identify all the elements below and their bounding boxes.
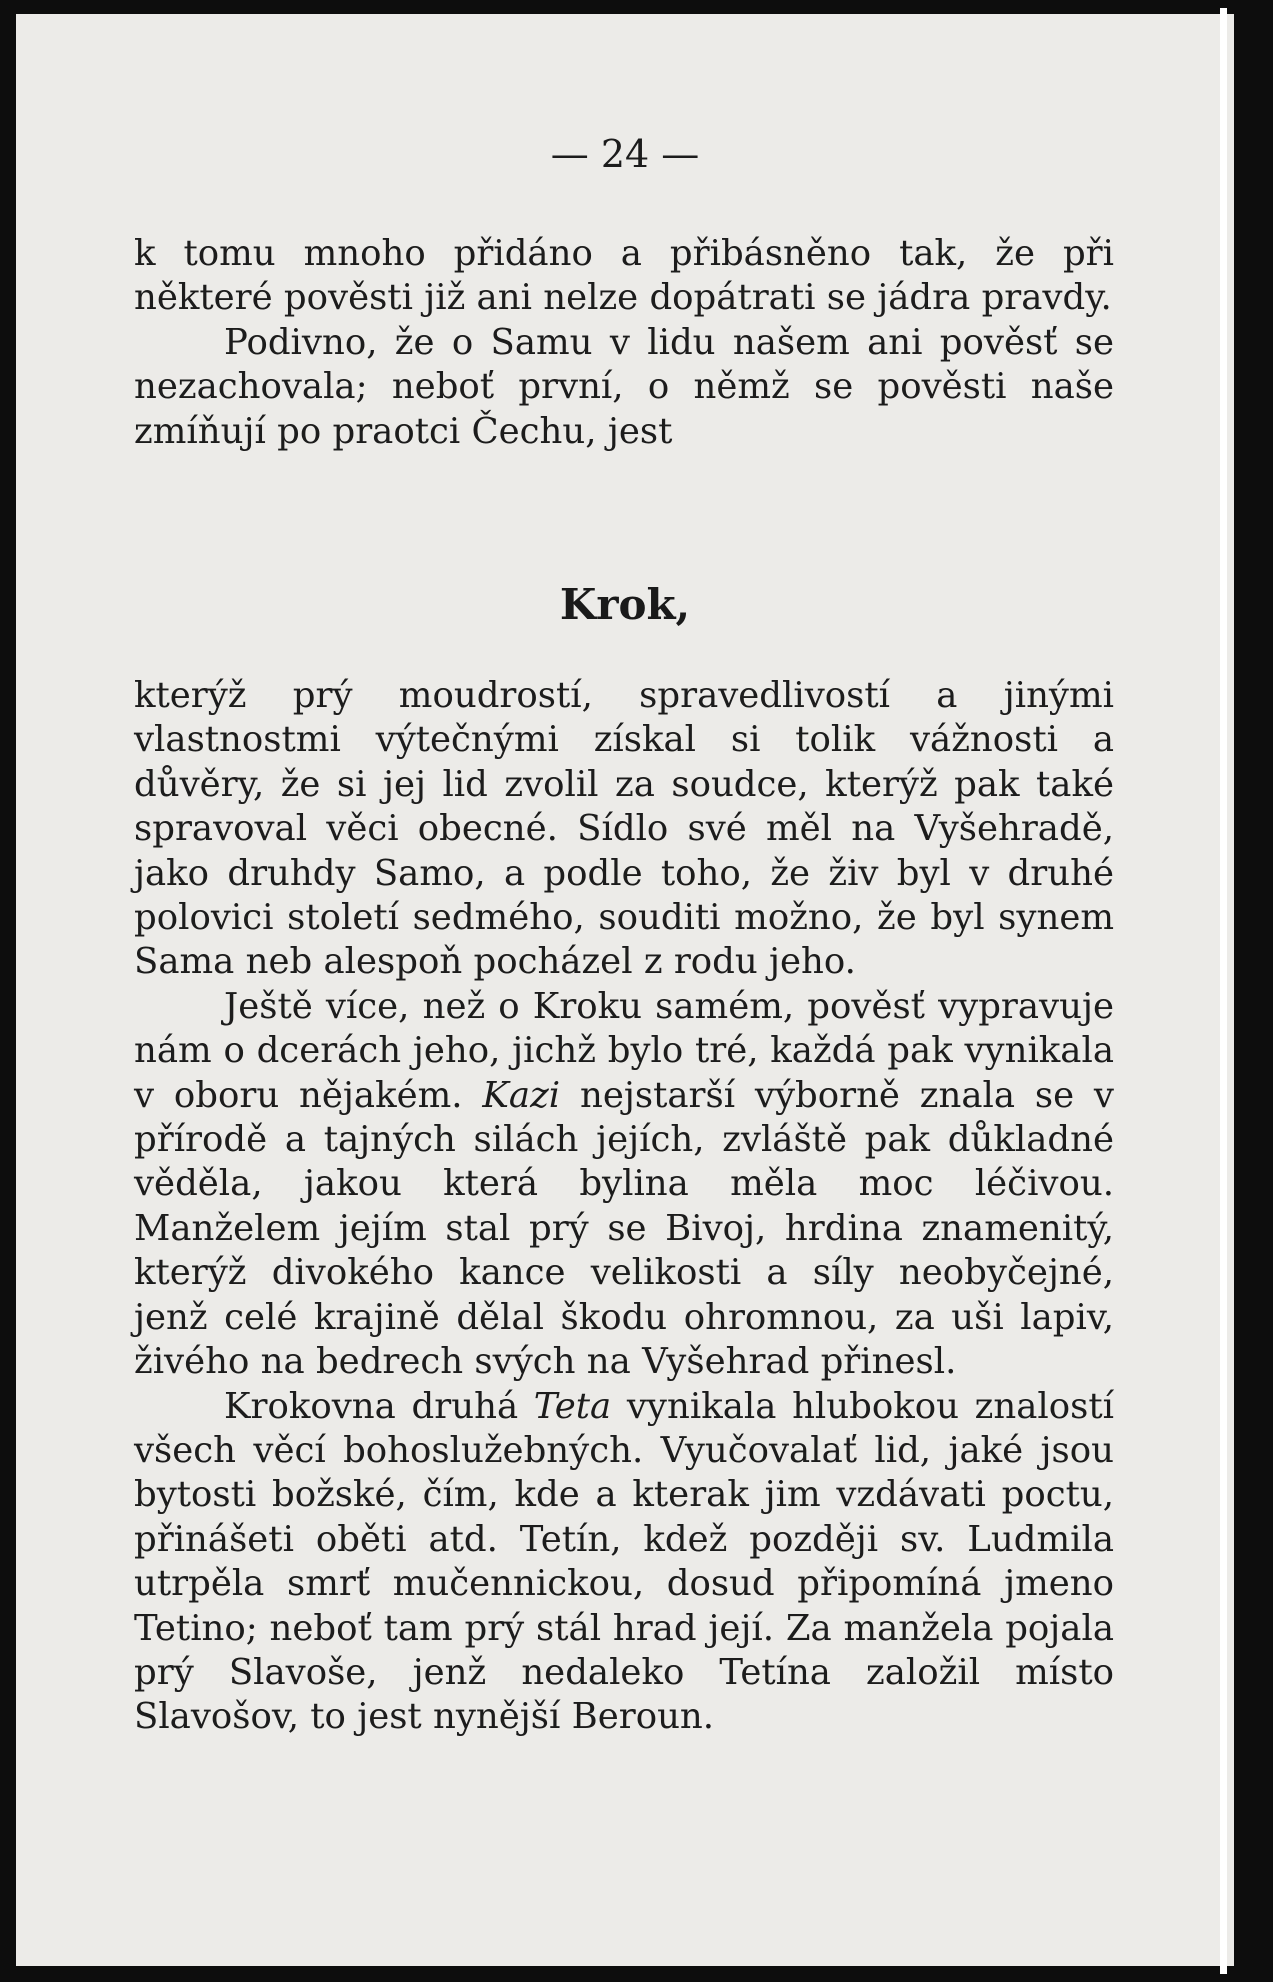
paragraph-kazi-text-b: nejstarší výborně znala se v přírodě a tajných silách jejích, zvláště pak důkladné věděla, jakou která bylina měla moc léčivou. Manželem jejím stal prý se Bivoj, hrdina znamenitý, kterýž divokého kance velikosti a síly neobyčejné, jenž celé krajině dělal škodu ohromnou, za uši lapiv, živého na bedrech svých na Vyšehrad přinesl.	[134, 1074, 1114, 1383]
paragraph-kazi-text-a: Ještě více, než o Kroku samém, pověsť vypravuje nám o dcerách jeho, jichž bylo tré, každá pak vynikala v oboru nějakém.	[134, 985, 1114, 1116]
text-section-intro	[134, 232, 1114, 454]
book-page	[16, 14, 1234, 1966]
paragraph-krok: kterýž prý moudrostí, spravedlivostí a jinými vlastnostmi výtečnými získal si tolik vážnosti a důvěry, že si jej lid zvolil za soudce, kterýž pak také spravoval věci obecné. Sídlo své měl na Vyšehradě, jako druhdy Samo, a podle toho, že živ byl v druhé polovici století sedmého, souditi možno, že byl synem Sama neb alespoň pocházel z rodu jeho.	[134, 675, 1114, 983]
paragraph-samo: Podivno, že o Samu v lidu našem ani pověsť se nezachovala; neboť první, o němž se pověsti naše zmíňují po praotci Čechu, jest	[134, 321, 1114, 452]
paragraph-teta-text-a: Krokovna druhá	[224, 1385, 534, 1427]
paragraph-teta-text-b: vynikala hlubokou znalostí všech věcí bohoslužebných. Vyučovalať lid, jaké jsou bytosti božské, čím, kde a kterak jim vzdávati poctu, přinášeti oběti atd. Tetín, kdež později sv. Ludmila utrpěla smrť mučennickou, dosud připomíná jmeno Tetino; neboť tam prý stál hrad její. Za manžela pojala prý Slavoše, jenž nedaleko Tetína založil místo Slavošov, to jest nynější Beroun.	[134, 1385, 1114, 1738]
page-number: — 24 —	[550, 132, 700, 176]
section-heading: Krok,	[559, 580, 691, 629]
name-kazi: Kazi	[482, 1074, 561, 1116]
paragraph-kazi	[134, 985, 1114, 1385]
text-section-krok	[134, 674, 1114, 1740]
paragraph-continuation: k tomu mnoho přidáno a přibásněno tak, že při některé pověsti již ani nelze dopátrati se jádra pravdy.	[134, 233, 1114, 319]
page-edge	[1220, 8, 1227, 1974]
name-teta: Teta	[533, 1385, 612, 1427]
paragraph-teta	[134, 1385, 1114, 1740]
